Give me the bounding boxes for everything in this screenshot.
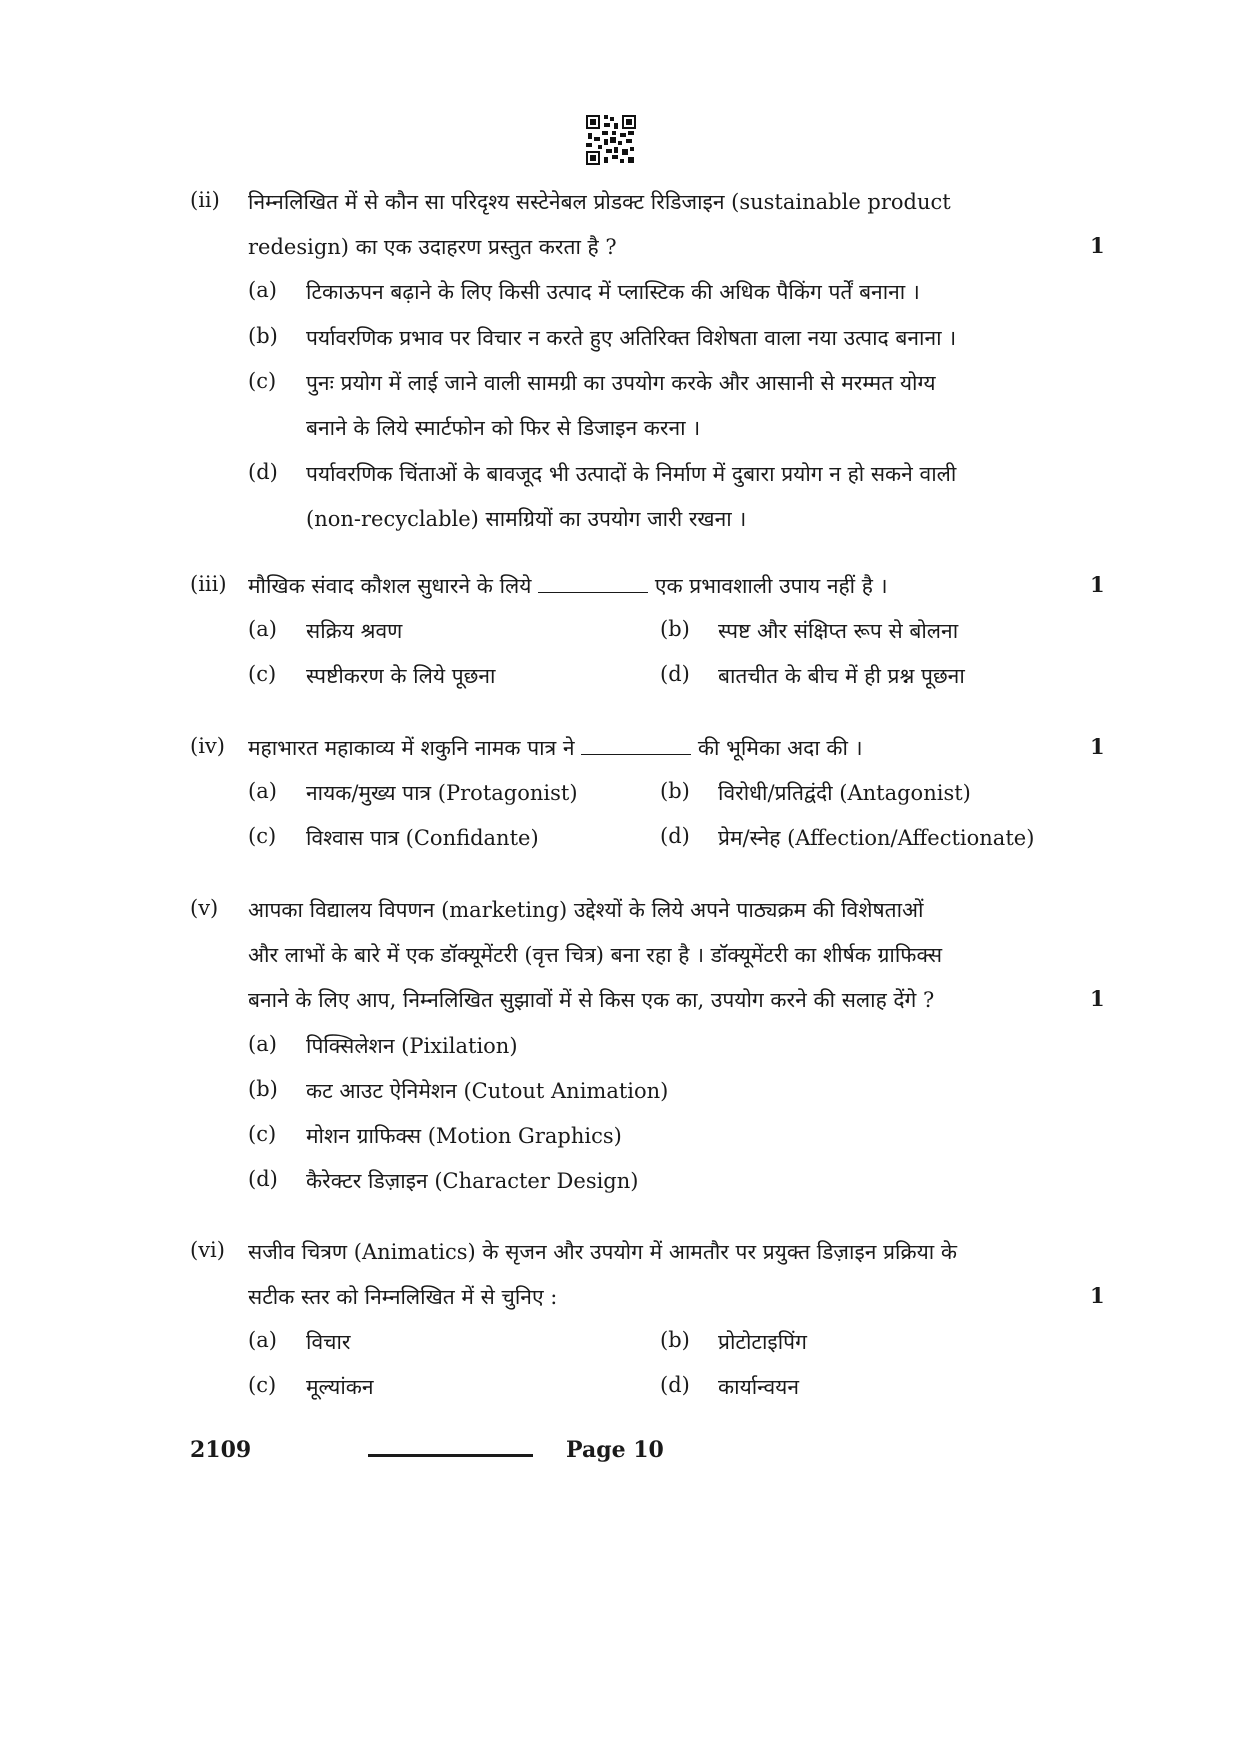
option-text: पुनः प्रयोग में लाई जाने वाली सामग्री का उपयोग करके और आसानी से मरम्मत योग्य [306, 371, 936, 395]
qr-code-icon [586, 114, 636, 166]
question-stem-line: सटीक स्तर को निम्नलिखित में से चुनिए : [248, 1285, 558, 1309]
question-number: (v) [190, 896, 219, 920]
option-text: नायक/मुख्य पात्र (Protagonist) [306, 781, 578, 805]
question-stem-line: सजीव चित्रण (Animatics) के सृजन और उपयोग में आमतौर पर प्रयुक्त डिज़ाइन प्रक्रिया के [248, 1240, 958, 1264]
question-stem-line: बनाने के लिए आप, निम्नलिखित सुझावों में से किस एक का, उपयोग करने की सलाह देंगे ? [248, 988, 935, 1012]
option-label: (d) [248, 1167, 278, 1191]
option-text: (non-recyclable) सामग्रियों का उपयोग जारी रखना । [306, 507, 747, 531]
option-text: पिक्सिलेशन (Pixilation) [306, 1034, 518, 1058]
option-label: (d) [248, 460, 278, 484]
option-label: (c) [248, 1122, 277, 1146]
option-text: मोशन ग्राफिक्स (Motion Graphics) [306, 1124, 622, 1148]
option-label: (a) [248, 1032, 277, 1056]
answer-blank [538, 574, 648, 593]
answer-blank [581, 736, 691, 755]
option-label: (b) [660, 617, 690, 641]
question-stem-line: आपका विद्यालय विपणन (marketing) उद्देश्यों के लिये अपने पाठ्यक्रम की विशेषताओं [248, 898, 924, 922]
option-label: (c) [248, 1373, 277, 1397]
question-stem [248, 572, 888, 600]
option-text: प्रेम/स्नेह (Affection/Affectionate) [718, 826, 1035, 850]
question-number: (vi) [190, 1238, 225, 1262]
option-label: (b) [248, 1077, 278, 1101]
option-label: (d) [660, 662, 690, 686]
option-text: पर्यावरणिक चिंताओं के बावजूद भी उत्पादों के निर्माण में दुबारा प्रयोग न हो सकने वाली [306, 462, 957, 486]
option-label: (a) [248, 1328, 277, 1352]
option-label: (a) [248, 278, 277, 302]
option-text: विरोधी/प्रतिद्वंदी (Antagonist) [718, 781, 971, 805]
paper-code: 2109 [190, 1437, 252, 1463]
question-stem-before: मौखिक संवाद कौशल सुधारने के लिये [248, 574, 532, 598]
option-text: कट आउट ऐनिमेशन (Cutout Animation) [306, 1079, 669, 1103]
page-number: Page 10 [566, 1437, 664, 1463]
option-text: पर्यावरणिक प्रभाव पर विचार न करते हुए अतिरिक्त विशेषता वाला नया उत्पाद बनाना । [306, 326, 957, 350]
option-text: कार्यान्वयन [718, 1375, 799, 1399]
footer-divider [368, 1454, 533, 1457]
question-number: (ii) [190, 188, 220, 212]
question-marks: 1 [1090, 572, 1105, 597]
question-marks: 1 [1090, 233, 1105, 258]
option-label: (d) [660, 1373, 690, 1397]
option-label: (b) [660, 779, 690, 803]
option-label: (c) [248, 662, 277, 686]
option-text: मूल्यांकन [306, 1375, 374, 1399]
option-text: कैरेक्टर डिज़ाइन (Character Design) [306, 1169, 639, 1193]
option-label: (d) [660, 824, 690, 848]
question-number: (iii) [190, 572, 227, 596]
question-stem-line: और लाभों के बारे में एक डॉक्यूमेंटरी (वृत्त चित्र) बना रहा है । डॉक्यूमेंटरी का शीर्षक ग्राफिक्स [248, 943, 943, 967]
question-stem-line: redesign) का एक उदाहरण प्रस्तुत करता है ? [248, 235, 617, 259]
question-stem-before: महाभारत महाकाव्य में शकुनि नामक पात्र ने [248, 736, 575, 760]
question-marks: 1 [1090, 1283, 1105, 1308]
question-stem [248, 734, 863, 762]
option-label: (b) [248, 324, 278, 348]
option-label: (a) [248, 617, 277, 641]
option-text: स्पष्टीकरण के लिये पूछना [306, 664, 496, 688]
question-marks: 1 [1090, 986, 1105, 1011]
option-label: (b) [660, 1328, 690, 1352]
question-stem-line: निम्नलिखित में से कौन सा परिदृश्य सस्टेनेबल प्रोडक्ट रिडिजाइन (sustainable product [248, 190, 951, 214]
option-label: (c) [248, 369, 277, 393]
option-text: बातचीत के बीच में ही प्रश्न पूछना [718, 664, 965, 688]
option-text: विचार [306, 1330, 351, 1354]
question-stem-after: की भूमिका अदा की । [697, 736, 863, 760]
option-text: बनाने के लिये स्मार्टफोन को फिर से डिजाइन करना । [306, 416, 701, 440]
option-text: स्पष्ट और संक्षिप्त रूप से बोलना [718, 619, 959, 643]
option-text: विश्वास पात्र (Confidante) [306, 826, 539, 850]
question-stem-after: एक प्रभावशाली उपाय नहीं है । [654, 574, 888, 598]
option-text: सक्रिय श्रवण [306, 619, 403, 643]
option-text: प्रोटोटाइपिंग [718, 1330, 807, 1354]
option-label: (c) [248, 824, 277, 848]
option-text: टिकाऊपन बढ़ाने के लिए किसी उत्पाद में प्लास्टिक की अधिक पैकिंग पर्तें बनाना । [306, 280, 920, 304]
question-number: (iv) [190, 734, 225, 758]
question-marks: 1 [1090, 734, 1105, 759]
option-label: (a) [248, 779, 277, 803]
